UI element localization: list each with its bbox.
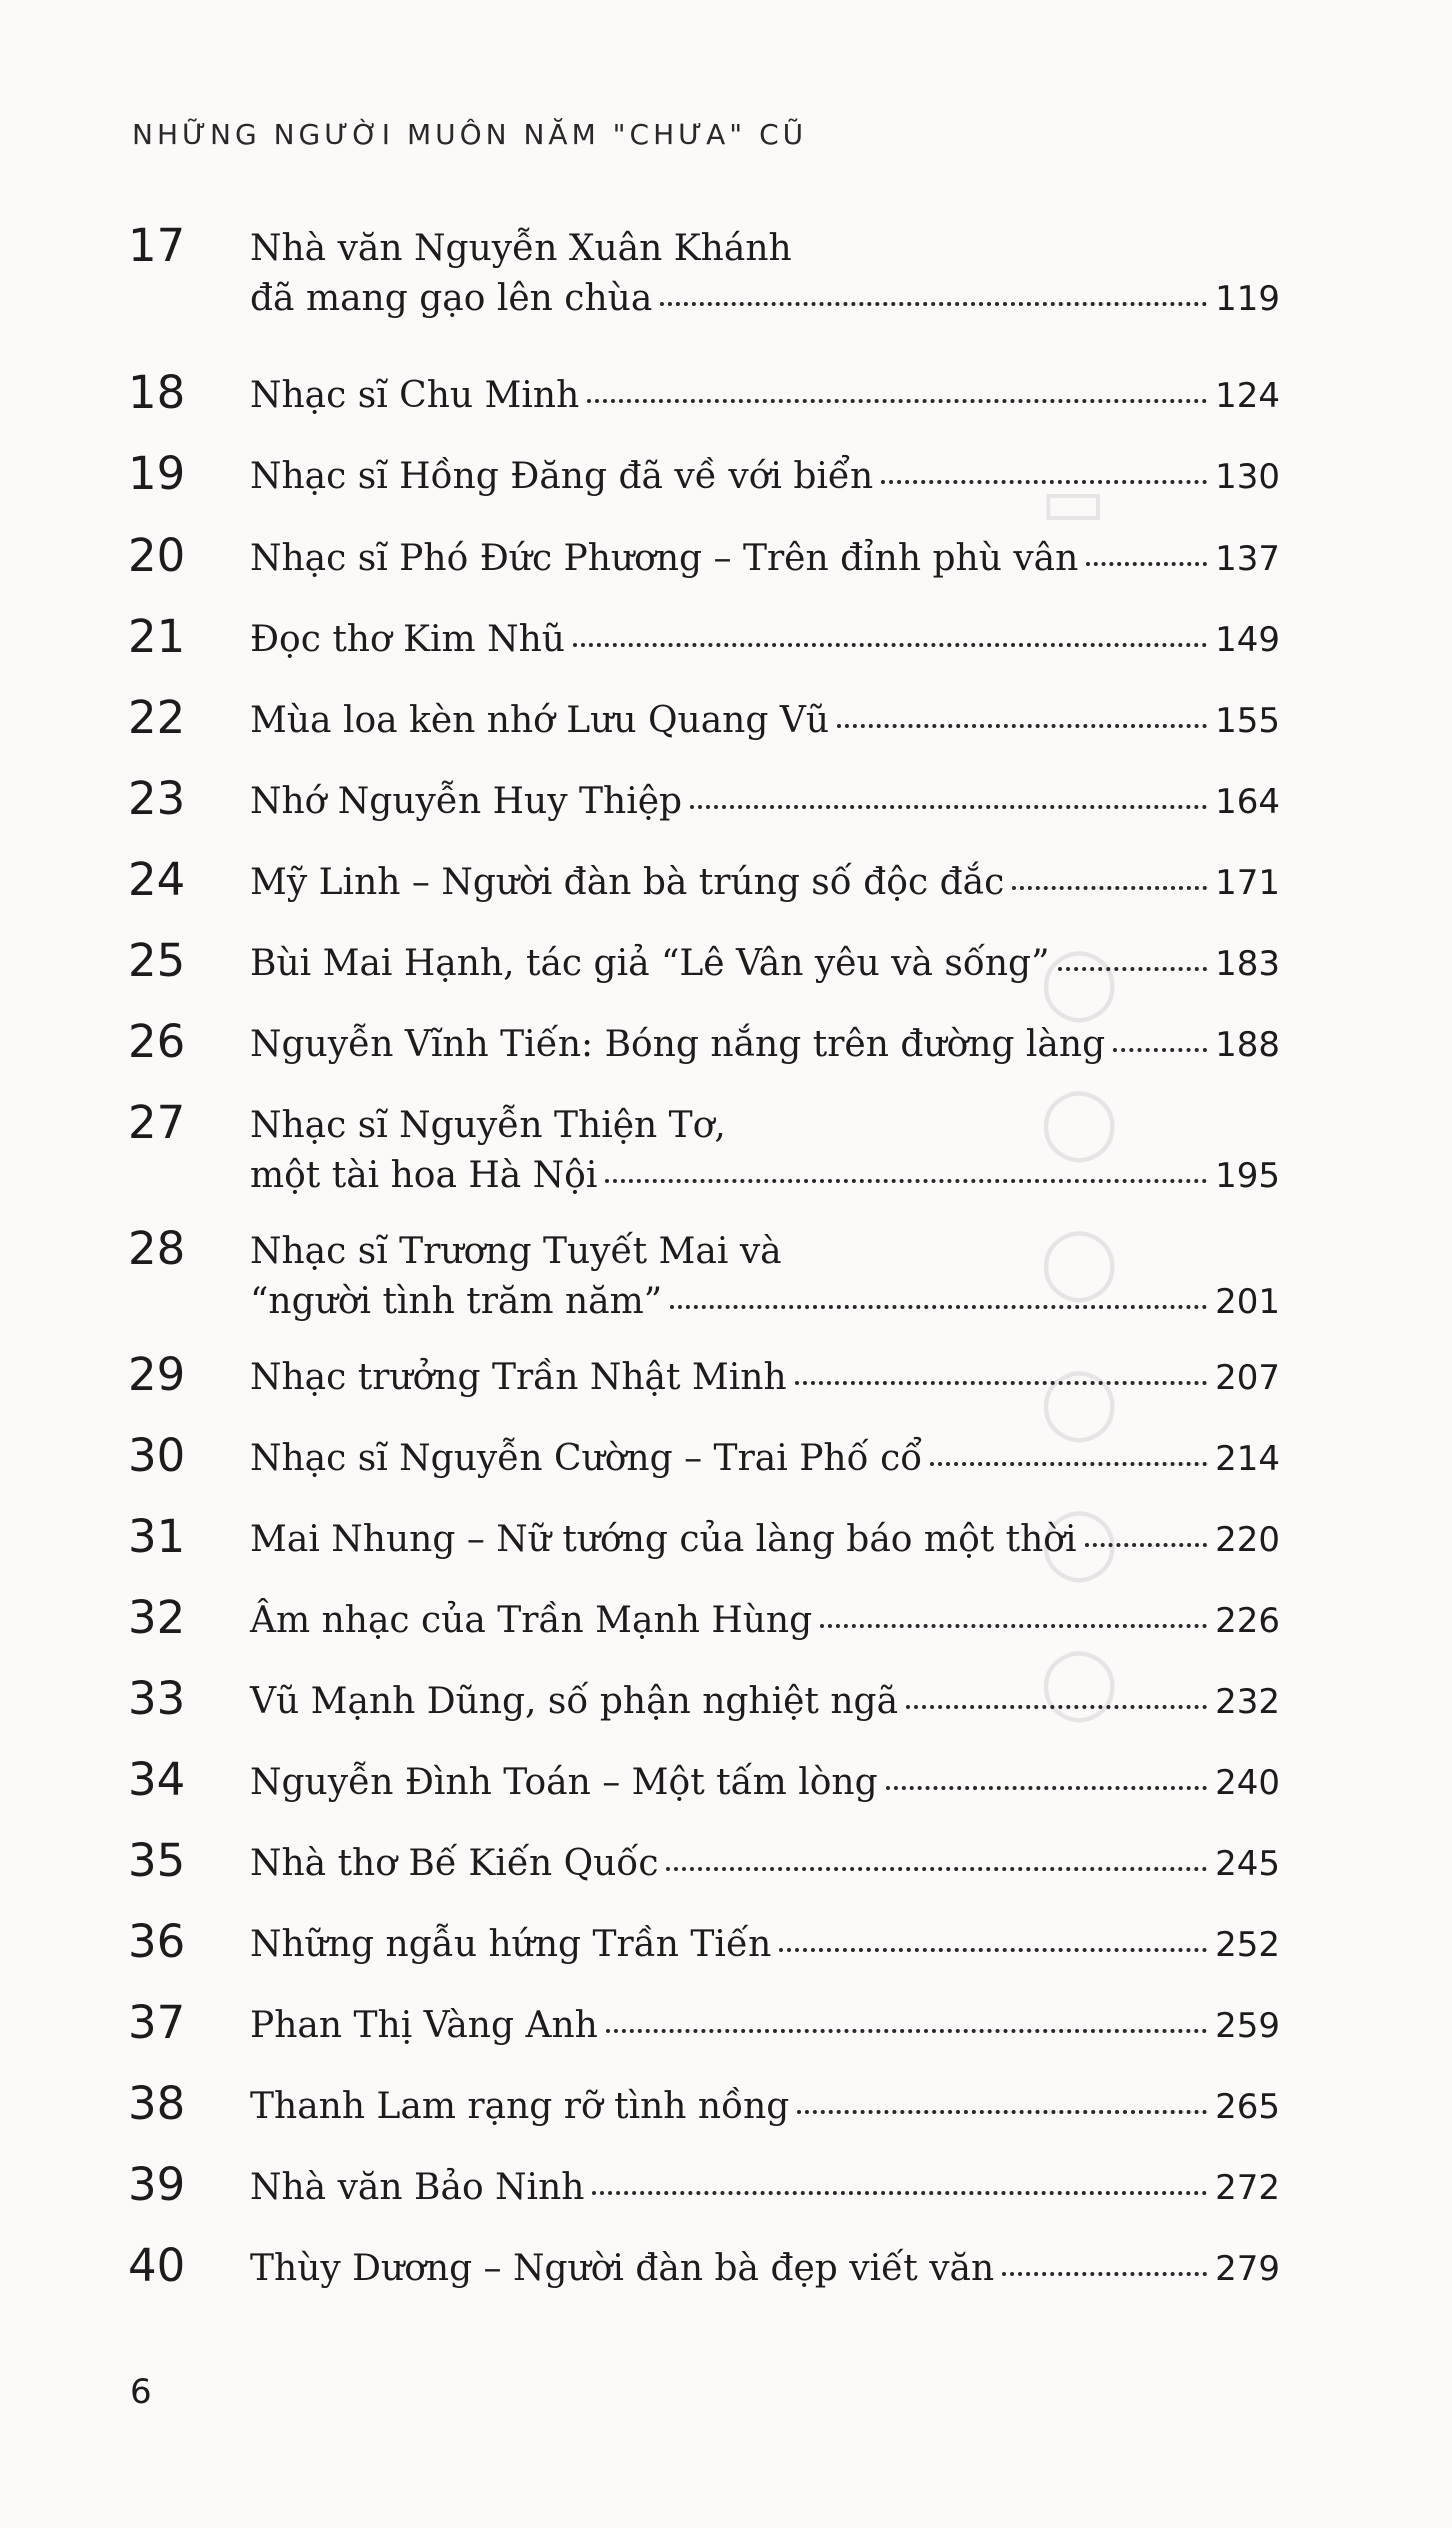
entry-number: 31	[128, 1510, 186, 1563]
entry-line	[250, 1759, 1280, 1807]
dot-leader	[837, 694, 1207, 728]
entry-number: 34	[128, 1753, 186, 1806]
entry-number: 40	[128, 2239, 186, 2292]
entry-page-number: 155	[1215, 701, 1280, 741]
entry-page-number: 265	[1215, 2087, 1280, 2127]
entry-line	[250, 2245, 1280, 2293]
dot-leader	[573, 613, 1207, 647]
entry-page-number: 232	[1215, 1682, 1280, 1722]
entry-number: 33	[128, 1672, 186, 1725]
entry-title: đã mang gạo lên chùa	[250, 278, 653, 319]
entry-page-number: 207	[1215, 1358, 1280, 1398]
entry-title: “người tình trăm năm”	[250, 1281, 663, 1322]
entry-line	[250, 697, 1280, 745]
entry-number: 20	[128, 529, 186, 582]
entry-number: 28	[128, 1222, 186, 1275]
entry-page-number: 252	[1215, 1925, 1280, 1965]
entry-number: 24	[128, 853, 186, 906]
entry-title: Phan Thị Vàng Anh	[250, 2005, 598, 2046]
entry-line	[250, 453, 1280, 501]
entry-number: 27	[128, 1096, 186, 1149]
entry-line	[250, 616, 1280, 664]
dot-leader	[670, 1275, 1207, 1309]
entry-title: Nguyễn Đình Toán – Một tấm lòng	[250, 1762, 878, 1803]
dot-leader	[592, 2161, 1207, 2195]
dot-leader	[881, 450, 1207, 484]
entry-page-number: 119	[1215, 279, 1280, 319]
entry-title: Mùa loa kèn nhớ Lưu Quang Vũ	[250, 700, 830, 741]
entry-title: Nhà văn Bảo Ninh	[250, 2167, 585, 2208]
entry-number: 21	[128, 610, 186, 663]
page-number: 6	[130, 2372, 152, 2412]
entry-line	[250, 2164, 1280, 2212]
entry-page-number: 137	[1215, 539, 1280, 579]
bleed-through-decoration: ▭ ◯ ◯ ◯ ◯ ◯ ◯	[1040, 460, 1119, 1722]
entry-title: Nhạc sĩ Phó Đức Phương – Trên đỉnh phù vân	[250, 538, 1079, 579]
dot-leader	[797, 2080, 1207, 2114]
dot-leader	[906, 1675, 1207, 1709]
entry-line	[250, 1102, 1280, 1150]
entry-page-number: 245	[1215, 1844, 1280, 1884]
entry-title: Nhà văn Nguyễn Xuân Khánh	[250, 228, 792, 269]
entry-line	[250, 275, 1280, 323]
dot-leader	[1086, 532, 1207, 566]
entry-number: 26	[128, 1015, 186, 1068]
entry-line	[250, 1516, 1280, 1564]
entry-page-number: 183	[1215, 944, 1280, 984]
dot-leader	[779, 1918, 1207, 1952]
entry-title: Nhạc sĩ Nguyễn Thiện Tơ,	[250, 1105, 726, 1146]
entry-page-number: 279	[1215, 2249, 1280, 2289]
entry-title: Thanh Lam rạng rỡ tình nồng	[250, 2086, 790, 2127]
entry-page-number: 220	[1215, 1520, 1280, 1560]
dot-leader	[1113, 1018, 1207, 1052]
entry-page-number: 188	[1215, 1025, 1280, 1065]
entry-page-number: 164	[1215, 782, 1280, 822]
entry-page-number: 171	[1215, 863, 1280, 903]
entry-title: Nhạc sĩ Trương Tuyết Mai và	[250, 1231, 782, 1272]
dot-leader	[930, 1432, 1207, 1466]
entry-title: Nhạc sĩ Hồng Đăng đã về với biển	[250, 456, 874, 497]
dot-leader	[1085, 1513, 1208, 1547]
entry-line	[250, 1678, 1280, 1726]
entry-title: Mỹ Linh – Người đàn bà trúng số độc đắc	[250, 862, 1005, 903]
entry-number: 18	[128, 366, 186, 419]
entry-page-number: 240	[1215, 1763, 1280, 1803]
dot-leader	[795, 1351, 1207, 1385]
entry-title: Nhạc sĩ Nguyễn Cường – Trai Phố cổ	[250, 1438, 923, 1479]
entry-title: Nguyễn Vĩnh Tiến: Bóng nắng trên đường làng	[250, 1024, 1106, 1065]
entry-title: Nhạc trưởng Trần Nhật Minh	[250, 1357, 787, 1398]
entry-number: 29	[128, 1348, 186, 1401]
entry-number: 37	[128, 1996, 186, 2049]
entry-line	[250, 2083, 1280, 2131]
entry-line	[250, 1152, 1280, 1200]
dot-leader	[1058, 937, 1208, 971]
entry-page-number: 149	[1215, 620, 1280, 660]
entry-title: Nhà thơ Bế Kiến Quốc	[250, 1843, 659, 1884]
entry-line	[250, 1840, 1280, 1888]
dot-leader	[820, 1594, 1207, 1628]
entry-number: 22	[128, 691, 186, 744]
dot-leader	[886, 1756, 1207, 1790]
dot-leader	[1012, 856, 1207, 890]
entry-line	[250, 2002, 1280, 2050]
entry-line	[250, 940, 1280, 988]
entry-line	[250, 372, 1280, 420]
entry-page-number: 195	[1215, 1156, 1280, 1196]
dot-leader	[666, 1837, 1207, 1871]
entry-title: Nhớ Nguyễn Huy Thiệp	[250, 781, 683, 822]
entry-title: Mai Nhung – Nữ tướng của làng báo một thời	[250, 1519, 1077, 1560]
dot-leader	[1002, 2242, 1207, 2276]
entry-page-number: 201	[1215, 1282, 1280, 1322]
entry-title: Vũ Mạnh Dũng, số phận nghiệt ngã	[250, 1681, 899, 1722]
entry-number: 23	[128, 772, 186, 825]
dot-leader	[605, 1149, 1207, 1183]
entry-number: 32	[128, 1591, 186, 1644]
dot-leader	[587, 369, 1207, 403]
dot-leader	[606, 1999, 1207, 2033]
entry-title: một tài hoa Hà Nội	[250, 1155, 598, 1196]
entry-line	[250, 1228, 1280, 1276]
entry-title: Bùi Mai Hạnh, tác giả “Lê Vân yêu và sống”	[250, 943, 1050, 984]
entry-number: 36	[128, 1915, 186, 1968]
entry-page-number: 226	[1215, 1601, 1280, 1641]
entry-title: Những ngẫu hứng Trần Tiến	[250, 1924, 772, 1965]
entry-line	[250, 225, 1280, 273]
entry-number: 39	[128, 2158, 186, 2211]
entry-title: Thùy Dương – Người đàn bà đẹp viết văn	[250, 2248, 995, 2289]
entry-number: 38	[128, 2077, 186, 2130]
entry-line	[250, 1278, 1280, 1326]
entry-line	[250, 1597, 1280, 1645]
entry-line	[250, 859, 1280, 907]
entry-title: Âm nhạc của Trần Mạnh Hùng	[250, 1600, 813, 1641]
entry-line	[250, 1921, 1280, 1969]
entry-number: 17	[128, 219, 186, 272]
entry-page-number: 124	[1215, 376, 1280, 416]
entry-page-number: 259	[1215, 2006, 1280, 2046]
entry-line	[250, 778, 1280, 826]
dot-leader	[660, 272, 1207, 306]
entry-page-number: 214	[1215, 1439, 1280, 1479]
entry-line	[250, 1354, 1280, 1402]
entry-page-number: 272	[1215, 2168, 1280, 2208]
entry-number: 19	[128, 447, 186, 500]
dot-leader	[690, 775, 1207, 809]
entry-line	[250, 1435, 1280, 1483]
entry-page-number: 130	[1215, 457, 1280, 497]
entry-number: 25	[128, 934, 186, 987]
entry-line	[250, 535, 1280, 583]
entry-line	[250, 1021, 1280, 1069]
running-header: NHỮNG NGƯỜI MUÔN NĂM "CHƯA" CŨ	[132, 118, 808, 151]
entry-number: 30	[128, 1429, 186, 1482]
entry-title: Nhạc sĩ Chu Minh	[250, 375, 580, 416]
entry-title: Đọc thơ Kim Nhũ	[250, 619, 565, 660]
entry-number: 35	[128, 1834, 186, 1887]
